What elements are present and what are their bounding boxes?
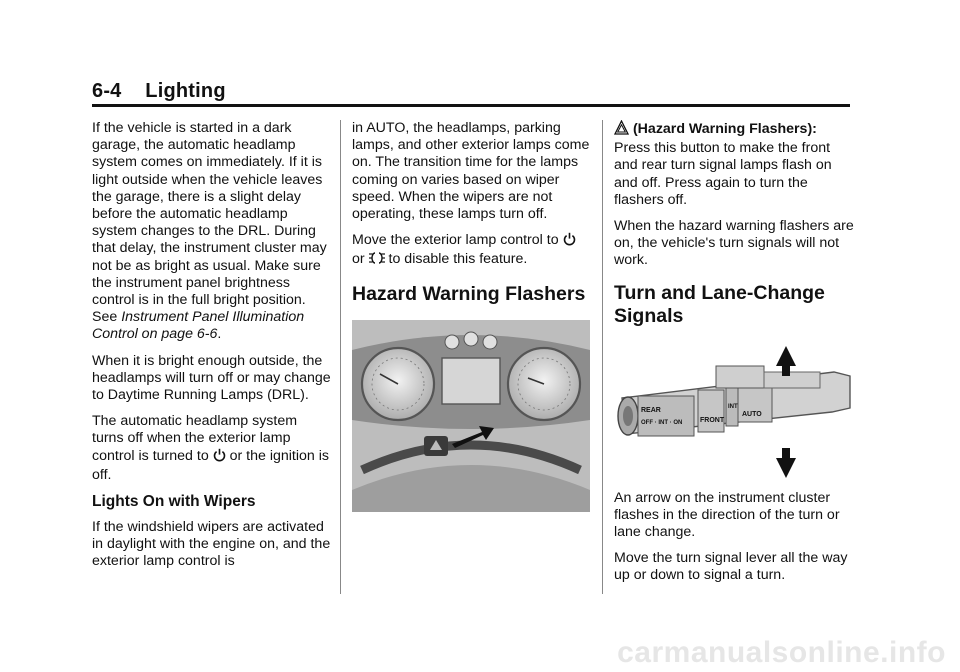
lamp-off-icon [563,232,576,251]
heading-turn-and-lane-change-signals: Turn and Lane-Change Signals [614,281,825,327]
instrument-panel-illustration [352,320,590,512]
parking-lamps-icon [369,251,385,270]
subheading-lights-on-with-wipers: Lights On with Wipers [92,493,256,511]
paragraph: When it is bright enough outside, the headlamps will turn off or may change to Daytime Running Lamps (DRL). [92,352,331,404]
section-title: Lighting [145,80,226,102]
paragraph: If the windshield wipers are activated in daylight with the engine on, and the exterior lamp control is [92,519,331,570]
paragraph: If the vehicle is started in a dark garage, the automatic headlamp system comes on immediately. If it is light outside when the vehicle leaves the garage, there is a slight delay before the automatic headlamp system changes to the DRL. During that delay, the instrument cluster may not be as bright as usual. Make sure the instrument panel brightness control is in the full bright position. See Instrument Panel Illumination Control on page 6-6. [92,120,327,343]
watermark: carmanualsonline.info [617,636,946,669]
lever-label-front: FRONT [700,416,725,424]
column-divider [602,120,603,594]
hazard-triangle-icon [614,120,629,140]
page-number: 6-4 [92,80,122,102]
lever-label-int: INT [728,403,738,410]
lever-label-rear: REAR [641,406,661,414]
paragraph: An arrow on the instrument cluster flashes in the direction of the turn or lane change. [614,489,840,541]
heading-hazard-warning-flashers: Hazard Warning Flashers [352,282,586,305]
column-3 [614,120,854,594]
column-1 [92,120,332,580]
paragraph: in AUTO, the headlamps, parking lamps, and other exterior lamps come on. The transition time for the lamps coming on varies based on wiper speed. When the wipers are not operating, these lamps turn off. [352,120,590,223]
turn-signal-lever-illustration [614,342,852,480]
header-rule [92,104,850,107]
paragraph: Move the exterior lamp control to or to disable this feature. [352,232,592,270]
hazard-label: (Hazard Warning Flashers): [632,121,817,137]
lever-label-modes: OFF · INT · ON [641,419,683,426]
column-2 [352,120,592,512]
lever-label-auto: AUTO [742,410,762,418]
arrow-down-icon [776,448,796,478]
paragraph: (Hazard Warning Flashers): Press this button to make the front and rear turn signal lamps flash on and off. Press again to turn the flashers off. [614,121,832,208]
paragraph: The automatic headlamp system turns off when the exterior lamp control is turned to or the ignition is off. [92,413,329,483]
paragraph: When the hazard warning flashers are on, the vehicle's turn signals will not work. [614,218,854,269]
lamp-off-icon [213,448,226,467]
column-divider [340,120,341,594]
cross-reference: Instrument Panel Illumination Control on page 6-6 [92,309,305,343]
paragraph: Move the turn signal lever all the way up or down to signal a turn. [614,550,848,584]
